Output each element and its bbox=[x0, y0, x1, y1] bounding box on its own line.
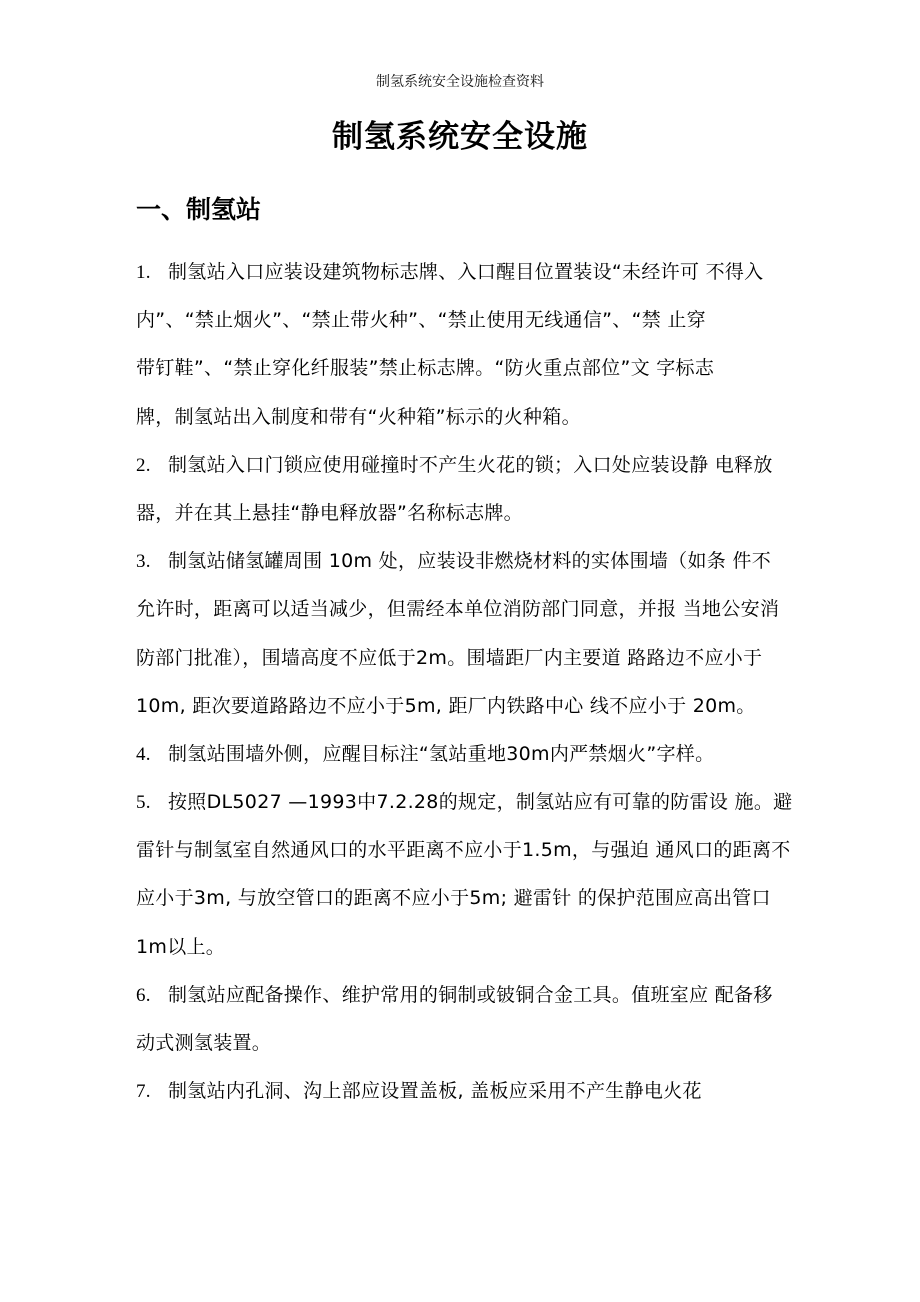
list-item-line bbox=[136, 446, 796, 494]
item-text: 制氢站储氢罐周围 10m 处，应装设非燃烧材料的实体围墙（如条 件不 bbox=[168, 550, 772, 573]
list-item-line: 内”、“禁止烟火”、“禁止带火种”、“禁止使用无线通信”、“禁 止穿 bbox=[136, 309, 706, 332]
running-header: 制氢系统安全设施检查资料 bbox=[376, 74, 544, 90]
item-number: 6. bbox=[136, 984, 151, 1006]
list-item-line bbox=[136, 735, 796, 783]
item-text: 制氢站内孔洞、沟上部应设置盖板, 盖板应采用不产生静电火花 bbox=[168, 1080, 702, 1103]
list-item-line bbox=[136, 783, 796, 831]
list-item-line: 允许时，距离可以适当减少，但需经本单位消防部门同意，并报 当地公安消 bbox=[136, 598, 780, 621]
item-number: 1. bbox=[136, 262, 151, 283]
list-item-line bbox=[136, 976, 796, 1024]
list-item-line: 应小于3m, 与放空管口的距离不应小于5m; 避雷针 的保护范围应高出管口 bbox=[136, 887, 771, 910]
list-item-line bbox=[136, 253, 796, 301]
item-number: 3. bbox=[136, 551, 151, 573]
section-heading: 一、制氢站 bbox=[136, 195, 262, 224]
list-item-line: 雷针与制氢室自然通风口的水平距离不应小于1.5m，与强迫 通风口的距离不 bbox=[136, 839, 791, 862]
list-item-line bbox=[136, 542, 796, 590]
document-title: 制氢系统安全设施 bbox=[332, 119, 588, 155]
list-item-line: 1m以上。 bbox=[136, 935, 226, 958]
document-body bbox=[136, 253, 796, 1120]
item-text: 制氢站应配备操作、维护常用的铜制或铍铜合金工具。值班室应 配备移 bbox=[168, 983, 773, 1006]
item-text: 按照DL5027 —1993中7.2.28的规定，制氢站应有可靠的防雷设 施。避 bbox=[168, 791, 793, 814]
list-item-line: 动式测氢装置。 bbox=[136, 1032, 272, 1054]
item-text: 制氢站入口门锁应使用碰撞时不产生火花的锁；入口处应装设静 电释放 bbox=[168, 453, 773, 476]
list-item-line bbox=[136, 1072, 796, 1120]
item-number: 5. bbox=[136, 792, 151, 814]
list-item-line: 带钉鞋”、“禁止穿化纤服装”禁止标志牌。“防火重点部位”文 字标志 bbox=[136, 357, 715, 380]
item-number: 2. bbox=[136, 454, 151, 476]
item-number: 4. bbox=[136, 743, 151, 765]
list-item-line: 10m, 距次要道路路边不应小于5m, 距厂内铁路中心 线不应小于 20m。 bbox=[136, 694, 756, 717]
item-text: 制氢站入口应装设建筑物标志牌、入口醒目位置装设“未经许可 不得入 bbox=[168, 261, 764, 283]
list-item-line: 牌，制氢站出入制度和带有“火种箱”标示的火种箱。 bbox=[136, 405, 581, 428]
list-item-line: 器，并在其上悬挂“静电释放器”名称标志牌。 bbox=[136, 501, 523, 524]
list-item-line: 防部门批准），围墙高度不应低于2m。围墙距厂内主要道 路路边不应小于 bbox=[136, 646, 763, 669]
item-number: 7. bbox=[136, 1081, 151, 1103]
item-text: 制氢站围墙外侧，应醒目标注“氢站重地30m内严禁烟火”字样。 bbox=[168, 742, 715, 765]
